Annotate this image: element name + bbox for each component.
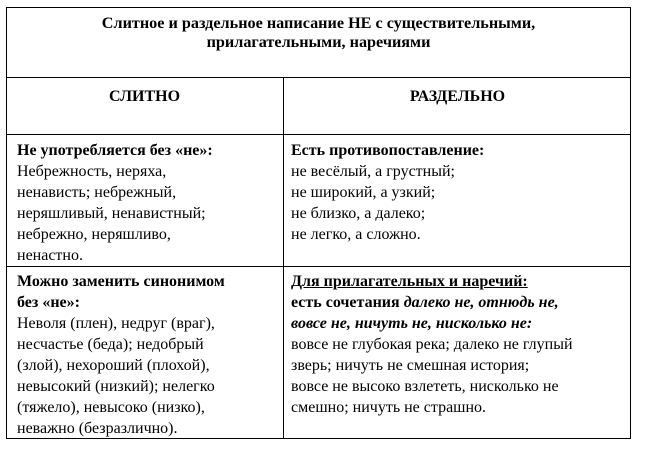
row-divider — [6, 266, 631, 267]
cell-line: (тяжело), невысоко (низко), — [17, 399, 205, 416]
title-divider — [6, 77, 631, 78]
cell-heading: Для прилагательных и наречий: — [291, 273, 528, 290]
cell-line: небрежно, неряшливо, — [17, 226, 171, 243]
table-title — [6, 14, 631, 52]
cell-line: ненависть; небрежный, — [17, 184, 177, 201]
cell-line: не близко, а далеко; — [291, 205, 426, 222]
cell-heading: Не употребляется без «не»: — [17, 142, 213, 159]
table-border-top — [6, 7, 631, 8]
title-line-1: Слитное и раздельное написание НЕ с существительными, — [101, 14, 536, 32]
cell-line: невысокий (низкий); нелегко — [17, 378, 215, 395]
cell-line: неряшливый, ненавистный; — [17, 205, 206, 222]
cell-line: ненастно. — [17, 247, 83, 264]
table-border-right — [630, 7, 631, 439]
title-line-2: прилагательными, наречиями — [206, 33, 431, 51]
header-slitno: СЛИТНО — [108, 88, 181, 105]
combo-prefix: есть сочетания — [291, 294, 404, 311]
cell-line: Неволя (плен), недруг (враг), — [17, 315, 215, 332]
cell-line: Небрежность, неряха, — [17, 163, 167, 180]
cell-line: не легко, а сложно. — [291, 226, 421, 243]
cell-line: смешно; ничуть не страшно. — [291, 399, 487, 416]
cell-line: вовсе не высоко взлететь, нисколько не — [291, 378, 559, 395]
header-divider — [6, 134, 631, 135]
header-razdelno: РАЗДЕЛЬНО — [409, 88, 506, 105]
cell-line: вовсе не глубокая река; далеко не глупый — [291, 336, 573, 353]
cell-line: не весёлый, а грустный; — [291, 163, 455, 180]
cell-line: не широкий, а узкий; — [291, 184, 436, 201]
combo-line-2: вовсе не, ничуть не, нисколько не: — [291, 315, 533, 332]
cell-line: зверь; ничуть не смешная история; — [291, 357, 530, 374]
cell-contrast — [291, 140, 484, 245]
cell-adjectives-adverbs — [291, 271, 573, 418]
combo-italic: далеко не, отнюдь не, — [403, 294, 559, 311]
cell-heading: Можно заменить синонимом — [17, 273, 225, 290]
cell-no-without-ne — [17, 140, 213, 266]
cell-heading: без «не»: — [17, 294, 80, 311]
cell-line: неважно (безразлично). — [17, 420, 178, 437]
cell-synonym — [17, 271, 225, 439]
cell-line: несчастье (беда); недобрый — [17, 336, 204, 353]
cell-line: (злой), нехороший (плохой), — [17, 357, 210, 374]
cell-heading: Есть противопоставление: — [291, 142, 485, 159]
rules-table — [6, 7, 631, 439]
combo-line — [291, 292, 573, 313]
table-border-left — [6, 7, 7, 439]
column-divider — [283, 77, 284, 439]
